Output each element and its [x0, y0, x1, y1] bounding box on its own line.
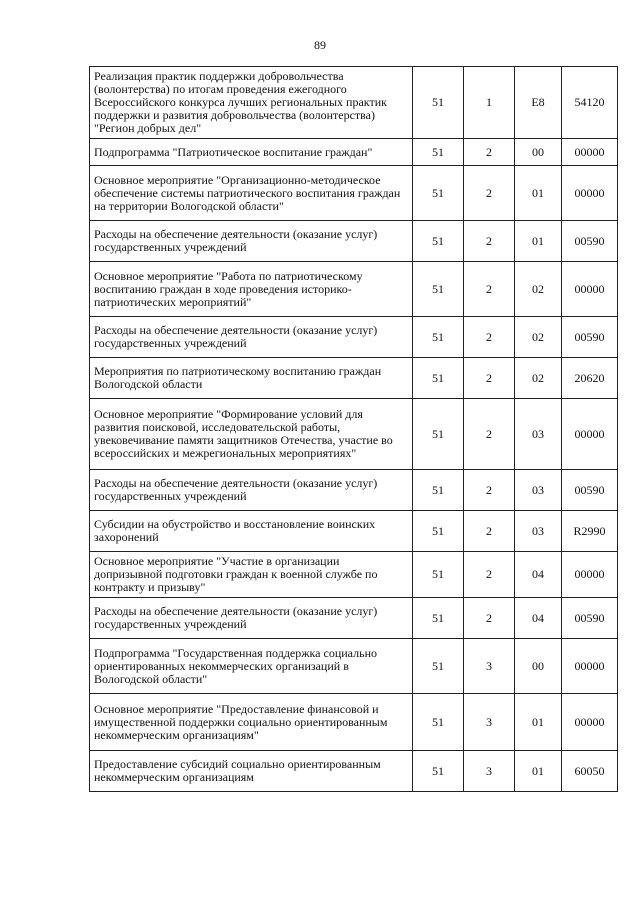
code-cell-4: 00000	[562, 139, 618, 166]
row-name-cell: Основное мероприятие "Формирование условий для развития поисковой, исследовательской работы, увековечивание памяти защитников Отечества, участие во всероссийских и межрегиональных мероприятиях"	[90, 399, 413, 470]
code-cell-3: 04	[515, 552, 562, 598]
code-cell-4: 00000	[562, 166, 618, 221]
code-cell-1: 51	[413, 470, 464, 511]
code-cell-1: 51	[413, 399, 464, 470]
table-row	[90, 221, 618, 262]
code-cell-3: 01	[515, 221, 562, 262]
code-cell-3: 00	[515, 639, 562, 694]
code-cell-2: 2	[464, 166, 515, 221]
code-cell-3: 01	[515, 694, 562, 751]
code-cell-2: 2	[464, 511, 515, 552]
row-name-cell: Основное мероприятие "Работа по патриотическому воспитанию граждан в ходе проведения историко-патриотических мероприятий"	[90, 262, 413, 317]
table-row	[90, 694, 618, 751]
table-row	[90, 639, 618, 694]
code-cell-2: 1	[464, 67, 515, 139]
code-cell-2: 2	[464, 317, 515, 358]
row-name-cell: Предоставление субсидий социально ориентированным некоммерческим организациям	[90, 751, 413, 792]
code-cell-1: 51	[413, 511, 464, 552]
code-cell-1: 51	[413, 139, 464, 166]
code-cell-2: 2	[464, 552, 515, 598]
table-row	[90, 399, 618, 470]
row-name-cell: Мероприятия по патриотическому воспитанию граждан Вологодской области	[90, 358, 413, 399]
table-row	[90, 166, 618, 221]
row-name-cell: Основное мероприятие "Организационно-методическое обеспечение системы патриотического воспитания граждан на территории Вологодской области"	[90, 166, 413, 221]
row-name-cell: Подпрограмма "Государственная поддержка социально ориентированных некоммерческих организаций в Вологодской области"	[90, 639, 413, 694]
code-cell-2: 2	[464, 262, 515, 317]
code-cell-2: 3	[464, 694, 515, 751]
code-cell-2: 2	[464, 399, 515, 470]
code-cell-4: 00590	[562, 317, 618, 358]
code-cell-2: 2	[464, 358, 515, 399]
code-cell-4: 20620	[562, 358, 618, 399]
code-cell-4: 60050	[562, 751, 618, 792]
code-cell-2: 2	[464, 598, 515, 639]
code-cell-3: E8	[515, 67, 562, 139]
code-cell-1: 51	[413, 221, 464, 262]
row-name-cell: Расходы на обеспечение деятельности (оказание услуг) государственных учреждений	[90, 221, 413, 262]
code-cell-3: 02	[515, 262, 562, 317]
code-cell-4: 00000	[562, 552, 618, 598]
code-cell-1: 51	[413, 358, 464, 399]
row-name-cell: Расходы на обеспечение деятельности (оказание услуг) государственных учреждений	[90, 317, 413, 358]
code-cell-2: 2	[464, 221, 515, 262]
table-row	[90, 511, 618, 552]
code-cell-1: 51	[413, 598, 464, 639]
row-name-cell: Основное мероприятие "Предоставление финансовой и имущественной поддержки социально ориентированным некоммерческим организациям"	[90, 694, 413, 751]
code-cell-4: 00590	[562, 470, 618, 511]
row-name-cell: Подпрограмма "Патриотическое воспитание граждан"	[90, 139, 413, 166]
code-cell-4: 54120	[562, 67, 618, 139]
code-cell-4: 00000	[562, 639, 618, 694]
page-number: 89	[314, 38, 326, 52]
code-cell-4: 00590	[562, 598, 618, 639]
row-name-cell: Реализация практик поддержки добровольчества (волонтерства) по итогам проведения ежегодного Всероссийского конкурса лучших региональных практик поддержки и развития добровольчества (волонтерства) "Регион добрых дел"	[90, 67, 413, 139]
code-cell-3: 01	[515, 166, 562, 221]
row-name-cell: Субсидии на обустройство и восстановление воинских захоронений	[90, 511, 413, 552]
code-cell-4: 00000	[562, 694, 618, 751]
code-cell-2: 2	[464, 139, 515, 166]
code-cell-3: 00	[515, 139, 562, 166]
code-cell-1: 51	[413, 166, 464, 221]
code-cell-3: 01	[515, 751, 562, 792]
table-row	[90, 67, 618, 139]
table-row	[90, 552, 618, 598]
code-cell-1: 51	[413, 694, 464, 751]
code-cell-3: 02	[515, 358, 562, 399]
code-cell-3: 02	[515, 317, 562, 358]
code-cell-2: 3	[464, 751, 515, 792]
table-row	[90, 317, 618, 358]
table-row	[90, 139, 618, 166]
code-cell-4: R2990	[562, 511, 618, 552]
code-cell-2: 2	[464, 470, 515, 511]
code-cell-4: 00590	[562, 221, 618, 262]
code-cell-1: 51	[413, 751, 464, 792]
table-row	[90, 358, 618, 399]
code-cell-3: 03	[515, 399, 562, 470]
table-row	[90, 598, 618, 639]
row-name-cell: Расходы на обеспечение деятельности (оказание услуг) государственных учреждений	[90, 598, 413, 639]
code-cell-1: 51	[413, 67, 464, 139]
code-cell-4: 00000	[562, 399, 618, 470]
code-cell-3: 03	[515, 511, 562, 552]
table-row	[90, 751, 618, 792]
code-cell-1: 51	[413, 639, 464, 694]
code-cell-1: 51	[413, 317, 464, 358]
code-cell-1: 51	[413, 262, 464, 317]
code-cell-1: 51	[413, 552, 464, 598]
table-row	[90, 470, 618, 511]
row-name-cell: Расходы на обеспечение деятельности (оказание услуг) государственных учреждений	[90, 470, 413, 511]
code-cell-3: 03	[515, 470, 562, 511]
code-cell-3: 04	[515, 598, 562, 639]
code-cell-4: 00000	[562, 262, 618, 317]
code-cell-2: 3	[464, 639, 515, 694]
table-row	[90, 262, 618, 317]
row-name-cell: Основное мероприятие "Участие в организации допризывной подготовки граждан к военной службе по контракту и призыву"	[90, 552, 413, 598]
budget-classification-table	[89, 66, 618, 792]
